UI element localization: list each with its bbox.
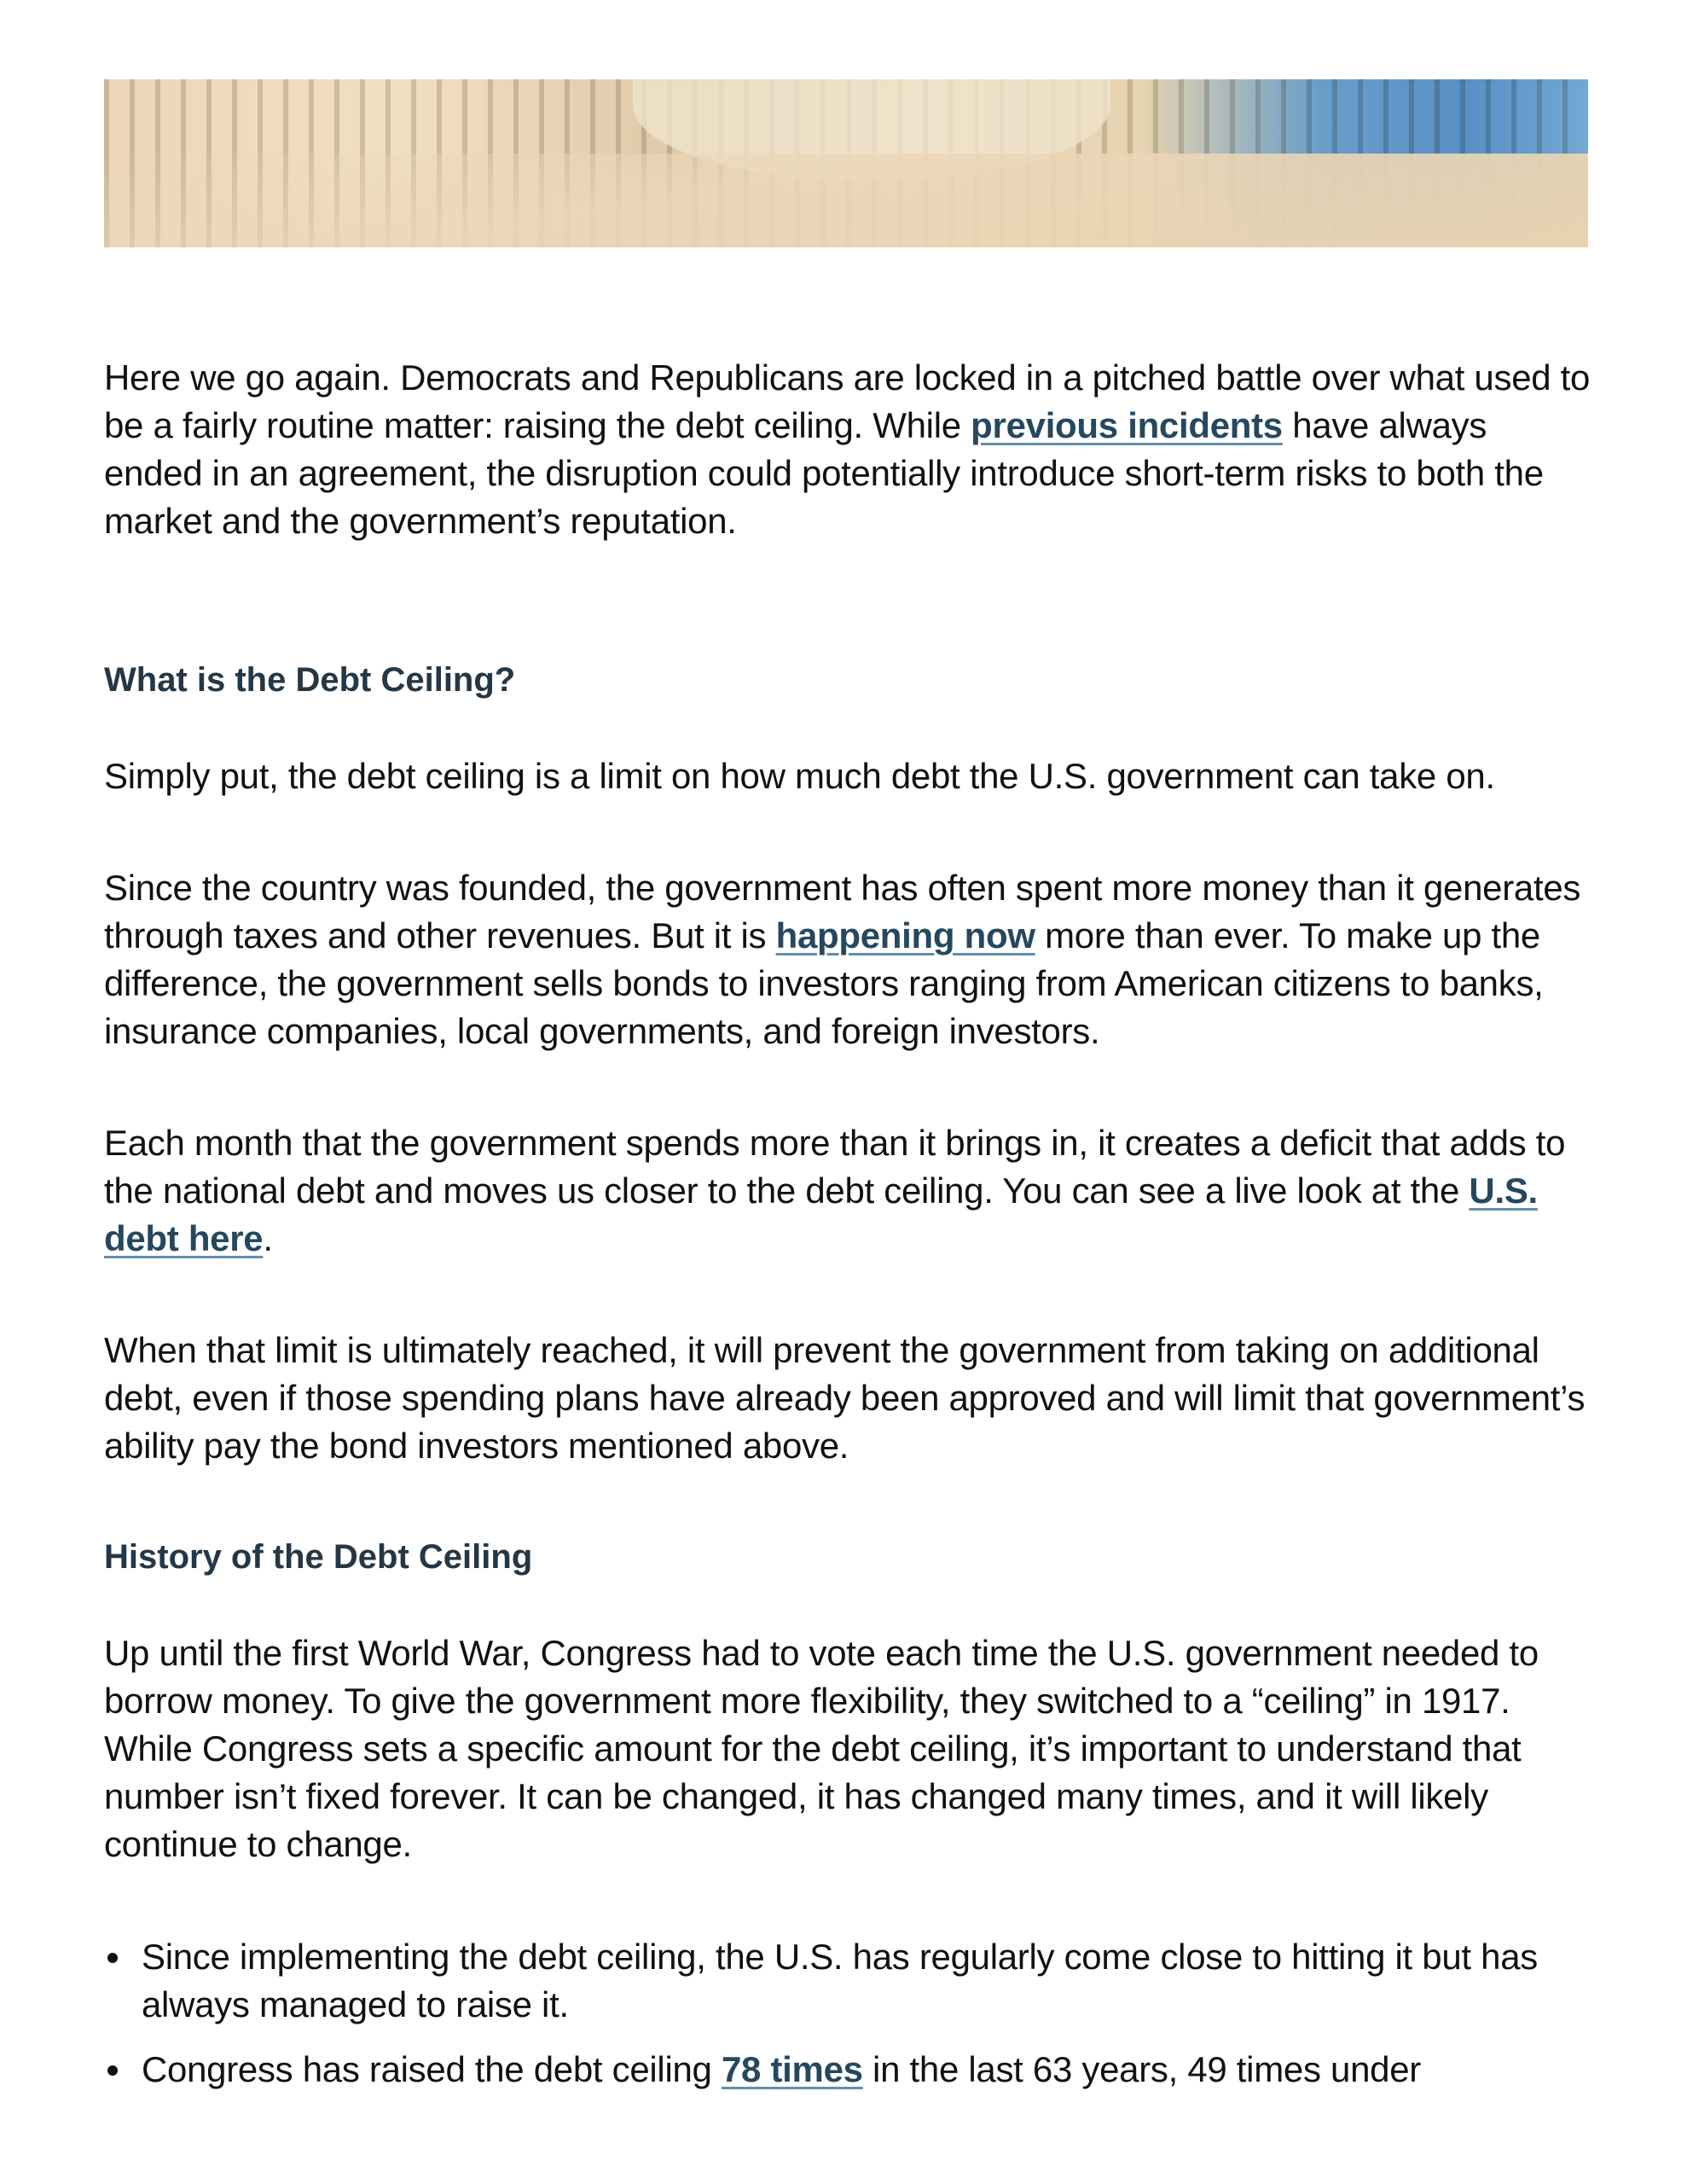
section-heading-history: History of the Debt Ceiling: [104, 1538, 533, 1576]
definition-paragraph: Simply put, the debt ceiling is a limit on how much debt the U.S. government can take on.: [104, 756, 1495, 796]
list-item: Congress has raised the debt ceiling 78 times in the last 63 years, 49 times under: [142, 2046, 1592, 2094]
bullet-icon: [107, 2065, 118, 2076]
list-item: Since implementing the debt ceiling, the U.S. has regularly come close to hitting it but has always managed to raise it.: [142, 1933, 1592, 2029]
intro-paragraph: Here we go again. Democrats and Republicans are locked in a pitched battle over what used to be a fairly routine matter: raising the debt ceiling. While previous incidents have always ended in an agreement, the disruption could potentially introduce short-term risks to both the market and the government’s reputation.: [104, 357, 1591, 541]
limit-reached-paragraph: When that limit is ultimately reached, it will prevent the government from taking on additional debt, even if those spending plans have already been approved and will limit that government’s ability pay the bond investors mentioned above.: [104, 1330, 1586, 1466]
capitol-banner-image: [104, 79, 1588, 247]
deficit-paragraph: Each month that the government spends more than it brings in, it creates a deficit that adds to the national debt and moves us closer to the debt ceiling. You can see a live look at the U.S. debt here.: [104, 1123, 1566, 1258]
history-paragraph: Up until the first World War, Congress had to vote each time the U.S. government needed to borrow money. To give the government more flexibility, they switched to a “ceiling” in 1917. While Congress sets a specific amount for the debt ceiling, it’s important to understand that number isn’t fixed forever. It can be changed, it has changed many times, and it will likely continue to change.: [104, 1633, 1539, 1864]
history-bullet-list: [104, 1933, 1592, 2094]
banner-roofline: [104, 154, 1588, 247]
us-debt-here-link[interactable]: U.S. debt here: [104, 1170, 1538, 1258]
bullet-icon: [107, 1953, 118, 1963]
article-body: [104, 341, 1592, 2111]
section-heading-what-is: What is the Debt Ceiling?: [104, 661, 516, 699]
spending-paragraph: Since the country was founded, the government has often spent more money than it generates through taxes and other revenues. But it is happening now more than ever. To make up the difference, the government sells bonds to investors ranging from American citizens to banks, insurance companies, local governments, and foreign investors.: [104, 868, 1581, 1051]
78-times-link[interactable]: 78 times: [721, 2049, 863, 2089]
previous-incidents-link[interactable]: previous incidents: [971, 405, 1283, 445]
happening-now-link[interactable]: happening now: [775, 915, 1035, 956]
